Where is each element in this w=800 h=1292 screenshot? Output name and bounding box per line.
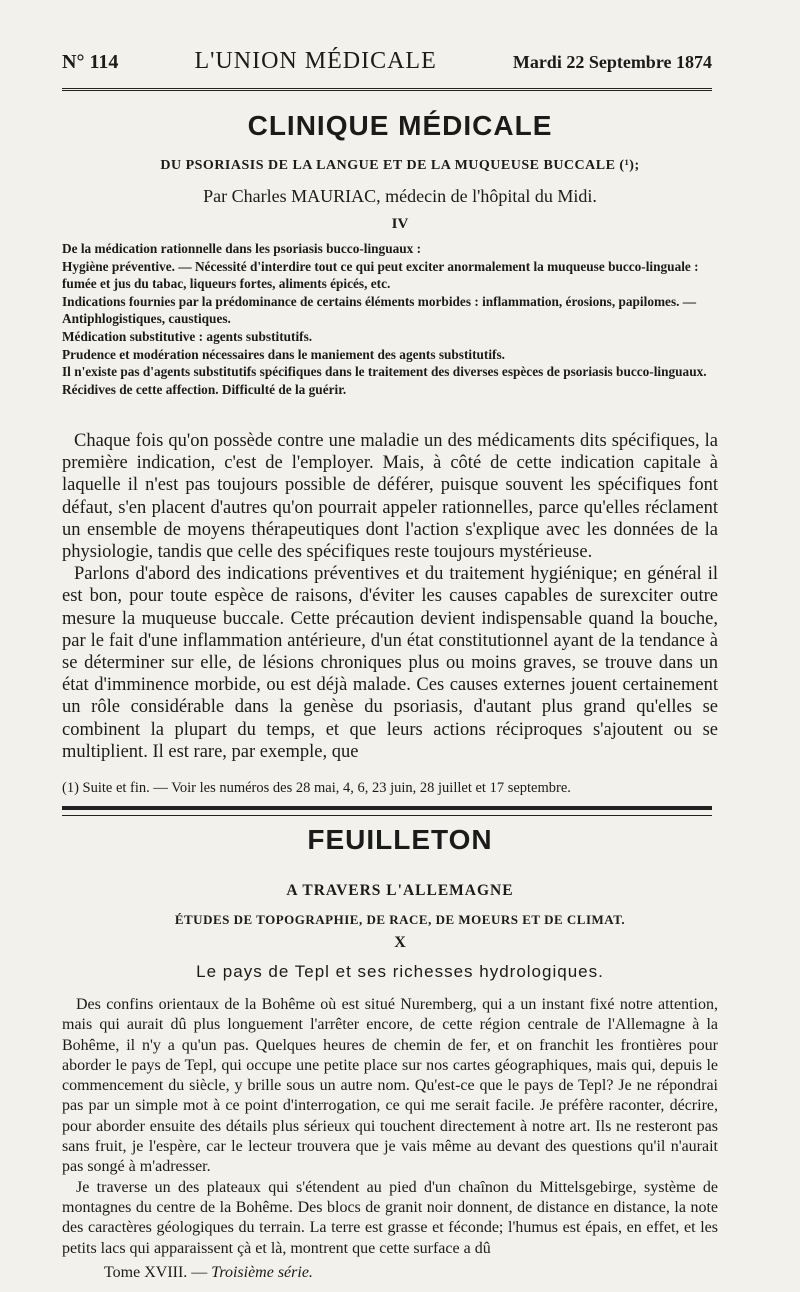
article-author: Par Charles MAURIAC, médecin de l'hôpital du Midi. [203, 186, 597, 206]
feuilleton-title: FEUILLETON [307, 824, 493, 855]
section-divider [62, 806, 712, 816]
chapter-number: IV [391, 216, 409, 232]
body-paragraph: Chaque fois qu'on possède contre une maladie un des médicaments dits spécifiques, la première indication, c'est de l'employer. Mais, à côté de cette indication capitale à laquelle il n'est pas toujours possible de déférer, puisque souvent les spécifiques font défaut, s'en placent d'autres qu'on pourrait appeler rationnelles, parce qu'elles réclament un ensemble de moyens thérapeutiques dont l'action s'explique avec les données de la physiologie, tandis que celle des spécifiques reste toujours mystérieuse. [62, 431, 718, 563]
summary-line: Il n'existe pas d'agents substitutifs spécifiques dans le traitement des diverses espèces de psoriasis bucco-linguaux. [62, 364, 707, 380]
summary-line: Récidives de cette affection. Difficulté de la guérir. [62, 381, 347, 397]
summary-line: De la médication rationnelle dans les psoriasis bucco-linguaux : [62, 241, 422, 256]
page-footer [104, 1264, 313, 1282]
journal-title: L'UNION MÉDICALE [194, 48, 437, 74]
feuilleton-heading: Le pays de Tepl et ses richesses hydrologiques. [196, 962, 604, 981]
issue-date: Mardi 22 Septembre 1874 [512, 52, 712, 72]
feuilleton-body [62, 995, 718, 1259]
body-paragraph: Des confins orientaux de la Bohême où est situé Nuremberg, qui a un instant fixé notre attention, mais qui aurait dû plus longuement l'arrêter encore, de cette région centrale de l'Allemagne à la Bohême, il n'y a qu'un pas. Quelques heures de chemin de fer, et on franchit les frontières pour aborder le pays de Tepl, qui occupe une petite place sur nos cartes géographiques, mais qui, depuis le commencement du siècle, y brille sous un autre nom. Qu'est-ce que le pays de Tepl? Je ne répondrai pas par un simple mot à ce point d'interrogation, ce qui me serait facile. Je préfère raconter, décrire, pour aborder ensuite des détails plus sérieux qui touchent directement à notre art. Ils ne resteront pas sans fruit, je l'espère, car le lecteur trouvera que je vais même au devant des questions qu'il n'aurait pas songé à m'adresser. [62, 996, 718, 1176]
article-body [62, 430, 718, 763]
issue-number: N° 114 [62, 51, 119, 73]
clinique-title: CLINIQUE MÉDICALE [247, 110, 553, 141]
feuilleton-subtitle-detail: ÉTUDES DE TOPOGRAPHIE, DE RACE, DE MOEURS ET DE CLIMAT. [174, 912, 626, 927]
summary-line: Indications fournies par la prédominance de certains éléments morbides : inflammation, érosions, papilomes. — Antiphlogistiques, caustiques. [62, 293, 697, 327]
feuilleton-chapter-number: X [394, 934, 406, 951]
page-header [62, 48, 712, 91]
summary-line: Hygiène préventive. — Nécessité d'interdire tout ce qui peut exciter anormalement la muqueuse bucco-linguale : fumée et jus du tabac, liqueurs fortes, aliments épicés, etc. [62, 258, 699, 292]
clinique-subtitle: DU PSORIASIS DE LA LANGUE ET DE LA MUQUEUSE BUCCALE (¹); [160, 158, 640, 173]
tome-label: Tome XVIII. — [104, 1264, 208, 1281]
feuilleton-subtitle: A TRAVERS L'ALLEMAGNE [286, 882, 514, 899]
body-paragraph: Je traverse un des plateaux qui s'étendent au pied d'un chaînon du Mittelsgebirge, système de montagnes du centre de la Bohême. Des blocs de granit noir donnent, de distance en distance, la note des caractères géologiques du terrain. La terre est grasse et féconde; l'humus est épais, en effet, et les petits lacs qui apparaissent çà et là, montrent que cette surface a dû [62, 1178, 718, 1257]
body-paragraph: Parlons d'abord des indications préventives et du traitement hygiénique; en général il est bon, pour toute espèce de raisons, d'éviter les causes capables de surexciter outre mesure la muqueuse buccale. Cette précaution devient indispensable quand la bouche, par le fait d'une inflammation antérieure, d'un état constitutionnel ayant de la tendance à se déterminer sur elle, de lésions chroniques plus ou moins graves, se trouve dans un état d'imminence morbide, ou est déjà malade. Ces causes externes jouent certainement un rôle considérable dans la genèse du psoriasis, d'autant plus grand qu'elles se combinent la plupart du temps, et que leurs actions réciproques s'ajoutent ou se multiplient. Il est rare, par exemple, que [62, 564, 718, 762]
article-summary [62, 240, 712, 398]
serie-label: Troisième série. [211, 1264, 313, 1281]
footnote: (1) Suite et fin. — Voir les numéros des 28 mai, 4, 6, 23 juin, 28 juillet et 17 septembre. [62, 780, 571, 796]
summary-line: Prudence et modération nécessaires dans le maniement des agents substitutifs. [62, 346, 505, 362]
summary-line: Médication substitutive : agents substitutifs. [62, 328, 313, 344]
